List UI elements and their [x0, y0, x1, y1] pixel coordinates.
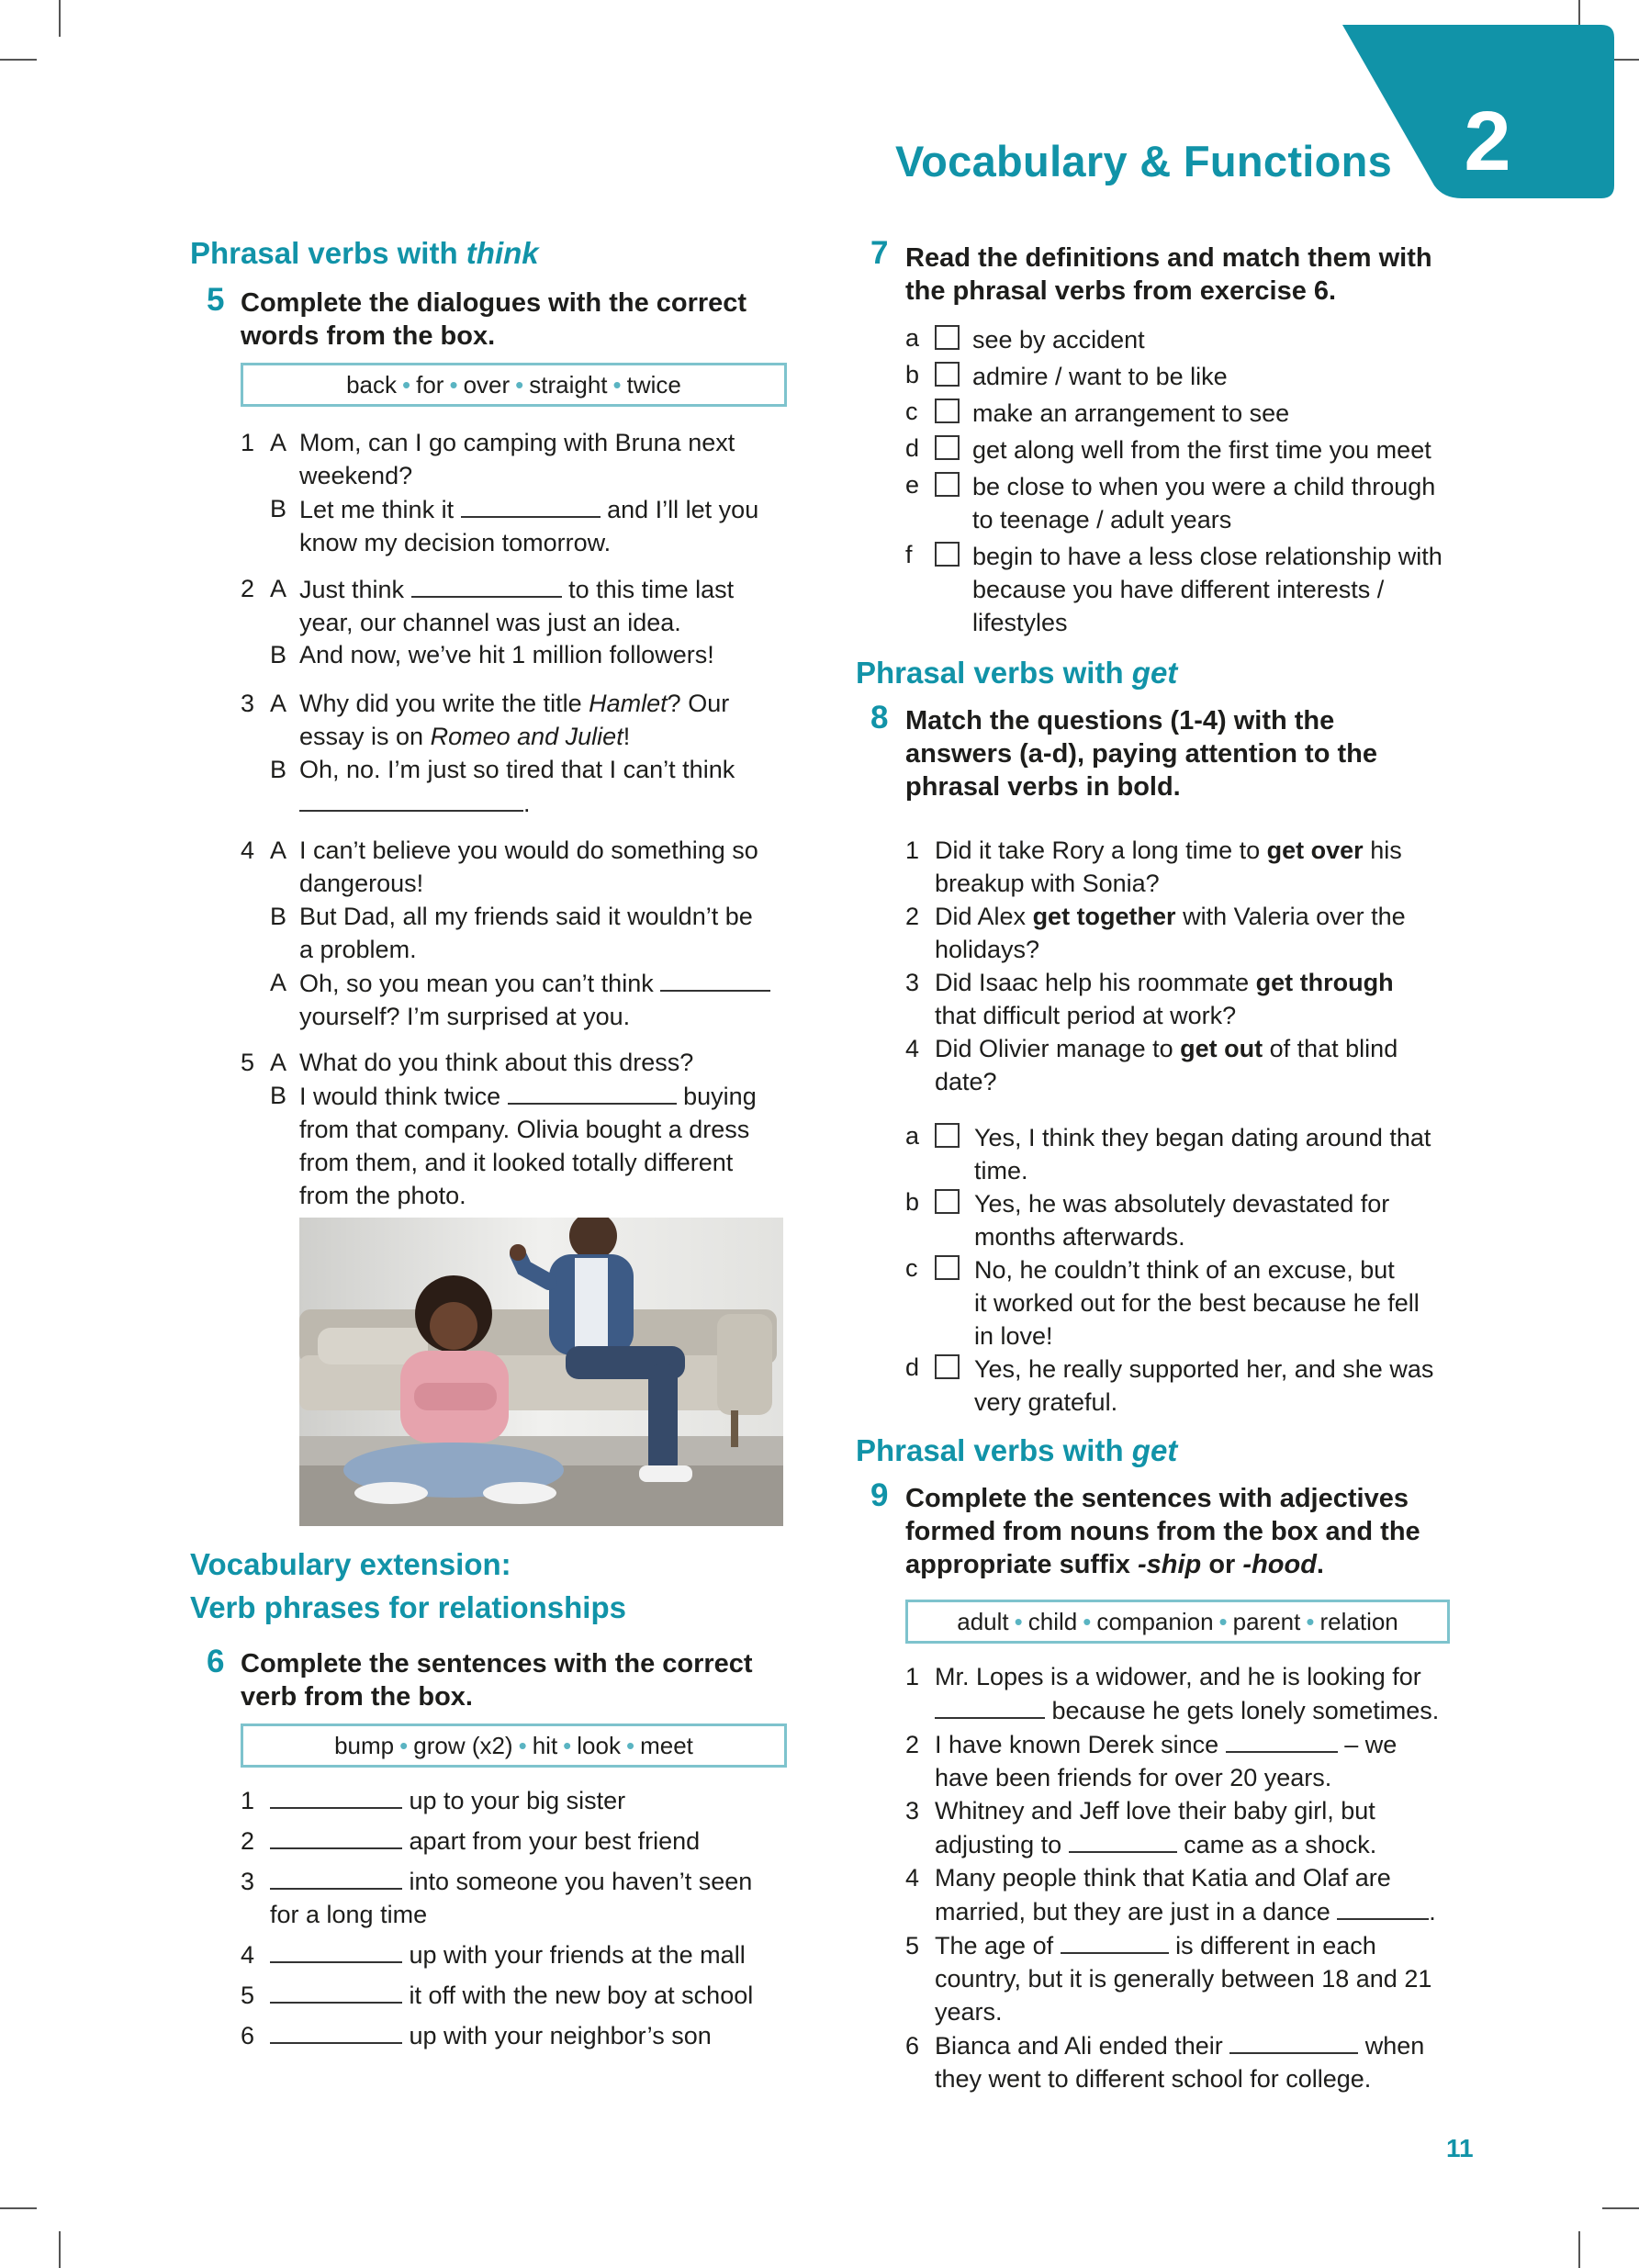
answer-blank[interactable] [461, 492, 601, 518]
crop-mark [0, 59, 37, 61]
answer-checkbox[interactable] [935, 435, 960, 460]
option-letter: c [905, 398, 918, 425]
option-letter: b [905, 361, 920, 388]
photo-father-daughter [299, 1218, 783, 1526]
speaker-label: B [270, 495, 287, 522]
dialogue-line: And now, we’ve hit 1 million followers! [299, 641, 714, 668]
section-title-get: Phrasal verbs with get [856, 656, 1178, 690]
list-item: 2 Did Alex get together with Valeria over the holidays? [905, 903, 1406, 963]
exercise-instruction: Complete the sentences with adjectives formed from nouns from the box and the appropriate suffix -ship or -hood. [905, 1484, 1420, 1579]
dialogue-line: Mom, can I go camping with Bruna next weekend? [299, 429, 735, 489]
answer-checkbox[interactable] [935, 362, 960, 387]
definition-text: get along well from the first time you meet [972, 436, 1431, 464]
answer-blank[interactable] [508, 1079, 677, 1105]
answer-blank[interactable] [660, 966, 770, 992]
exercise-number: 8 [870, 700, 889, 735]
definition-text: be close to when you were a child through to teenage / adult years [972, 473, 1436, 533]
question-list [905, 834, 1475, 1098]
section-title-think: Phrasal verbs with think [190, 236, 539, 270]
speaker-label: A [270, 429, 287, 456]
answer-text: Yes, he really supported her, and she was very grateful. [974, 1355, 1434, 1416]
answer-blank[interactable] [1069, 1827, 1177, 1853]
definition-text: begin to have a less close relationship with because you have different interests / lifestyles [972, 543, 1443, 636]
list-item: 1 up to your big sister [241, 1783, 791, 1824]
answer-blank[interactable] [270, 1864, 402, 1890]
answer-blank[interactable] [270, 1978, 402, 2004]
exercise-number: 9 [870, 1477, 889, 1513]
list-item: 5 The age of is different in each country, but it is generally between 18 and 21 years. [905, 1928, 1493, 2028]
answer-blank[interactable] [299, 786, 523, 812]
answer-checkbox[interactable] [935, 325, 960, 350]
answer-checkbox[interactable] [935, 542, 960, 567]
speaker-label: B [270, 903, 287, 930]
option-letter: d [905, 1353, 920, 1381]
ex6-list [241, 1783, 791, 2059]
answer-blank[interactable] [935, 1693, 1045, 1719]
section-title-get-2: Phrasal verbs with get [856, 1433, 1178, 1467]
answer-checkbox[interactable] [935, 1189, 960, 1214]
unit-number: 2 [1464, 95, 1511, 188]
word-box: adult • child • companion • parent • relation [905, 1600, 1450, 1644]
crop-mark [0, 2207, 37, 2209]
dialogue-line: Just think to this time last year, our channel was just an idea. [299, 572, 795, 639]
list-item: 5 it off with the new boy at school [241, 1978, 791, 2018]
answer-text: Yes, I think they began dating around that time. [974, 1124, 1431, 1185]
speaker-label: A [270, 969, 287, 996]
exercise-instruction: Complete the dialogues with the correct words from the box. [241, 288, 747, 351]
dialogue-line: Oh, so you mean you can’t think yourself? I’m surprised at you. [299, 966, 795, 1033]
section-title-vocab-extension: Vocabulary extension: Verb phrases for relationships [190, 1547, 626, 1624]
speaker-label: A [270, 1049, 287, 1076]
crop-mark [59, 2231, 61, 2268]
option-letter: f [905, 541, 913, 568]
option-letter: c [905, 1254, 918, 1282]
dialogue-item: 2 [241, 575, 255, 602]
dialogue-line: Let me think it and I’ll let you know my decision tomorrow. [299, 492, 795, 559]
exercise-instruction: Match the questions (1-4) with the answers (a-d), paying attention to the phrasal verbs in bold. [905, 706, 1377, 802]
answer-checkbox[interactable] [935, 399, 960, 423]
definition-text: see by accident [972, 326, 1145, 354]
dialogue-item: 5 [241, 1049, 255, 1076]
answer-blank[interactable] [270, 2018, 402, 2044]
list-item: 4 up with your friends at the mall [241, 1937, 791, 1978]
answer-blank[interactable] [1229, 2028, 1358, 2054]
definition-text: admire / want to be like [972, 363, 1228, 390]
option-letter: b [905, 1188, 920, 1216]
answer-text: Yes, he was absolutely devastated for months afterwards. [974, 1190, 1390, 1251]
exercise-instruction: Read the definitions and match them with the phrasal verbs from exercise 6. [905, 243, 1432, 306]
speaker-label: A [270, 836, 287, 864]
speaker-label: B [270, 756, 287, 783]
word-box: bump • grow (x2) • hit • look • meet [241, 1723, 787, 1768]
exercise-number: 5 [207, 282, 225, 318]
speaker-label: B [270, 641, 287, 668]
dialogue-line: What do you think about this dress? [299, 1049, 694, 1076]
answer-checkbox[interactable] [935, 1255, 960, 1280]
definition-text: make an arrangement to see [972, 399, 1290, 427]
list-item: 2 I have known Derek since – we have been friends for over 20 years. [905, 1727, 1493, 1794]
speaker-label: A [270, 575, 287, 602]
list-item: 1 Did it take Rory a long time to get over his breakup with Sonia? [905, 836, 1402, 897]
page-number: 11 [1446, 2134, 1474, 2162]
list-item: 4 Many people think that Katia and Olaf are married, but they are just in a dance . [905, 1864, 1436, 1926]
list-item: 6 up with your neighbor’s son [241, 2018, 791, 2059]
page-title: Vocabulary & Functions [895, 137, 1393, 185]
list-item: 6 Bianca and Ali ended their when they went to different school for college. [905, 2028, 1493, 2095]
answer-checkbox[interactable] [935, 472, 960, 497]
list-item: 3 Whitney and Jeff love their baby girl, but adjusting to came as a shock. [905, 1797, 1377, 1858]
speaker-label: A [270, 690, 287, 717]
list-item: 1 Mr. Lopes is a widower, and he is looking for because he gets lonely sometimes. [905, 1663, 1440, 1724]
dialogue-item: 1 [241, 429, 255, 456]
answer-text: No, he couldn’t think of an excuse, but it worked out for the best because he fell in love! [974, 1256, 1420, 1350]
speaker-label: B [270, 1082, 287, 1109]
list-item: 3 Did Isaac help his roommate get through that difficult period at work? [905, 969, 1394, 1029]
dialogue-item: 3 [241, 690, 255, 717]
option-letter: a [905, 1122, 920, 1150]
answer-blank[interactable] [1337, 1894, 1429, 1920]
option-letter: d [905, 434, 920, 462]
option-letter: e [905, 471, 920, 499]
ex9-list [905, 1660, 1493, 2095]
answer-blank[interactable] [411, 572, 562, 598]
answer-blank[interactable] [1061, 1928, 1169, 1954]
dialogue-line: I would think twice buying from that company. Olivia bought a dress from them, and it looked totally different from the photo. [299, 1079, 795, 1212]
exercise-number: 7 [870, 235, 889, 271]
option-letter: a [905, 324, 920, 352]
list-item: 2 apart from your best friend [241, 1824, 791, 1864]
dialogue-line: Why did you write the title Hamlet? Our essay is on Romeo and Juliet! [299, 690, 730, 750]
answer-blank[interactable] [270, 1824, 402, 1849]
answer-blank[interactable] [270, 1783, 402, 1809]
exercise-instruction: Complete the sentences with the correct verb from the box. [241, 1649, 753, 1712]
answer-blank[interactable] [1226, 1727, 1338, 1753]
dialogue-line: But Dad, all my friends said it wouldn’t be a problem. [299, 903, 753, 963]
answer-checkbox[interactable] [935, 1354, 960, 1379]
answer-checkbox[interactable] [935, 1123, 960, 1148]
list-item: 4 Did Olivier manage to get out of that blind date? [905, 1035, 1398, 1095]
dialogue-line: Oh, no. I’m just so tired that I can’t think . [299, 756, 735, 817]
crop-mark [1578, 2231, 1580, 2268]
crop-mark [1602, 2207, 1639, 2209]
answer-blank[interactable] [270, 1937, 402, 1963]
word-box: back • for • over • straight • twice [241, 363, 787, 407]
crop-mark [59, 0, 61, 37]
dialogue-item: 4 [241, 836, 255, 864]
list-item: 3 into someone you haven’t seen for a long time [241, 1864, 791, 1937]
exercise-number: 6 [207, 1644, 225, 1679]
dialogue-line: I can’t believe you would do something so dangerous! [299, 836, 758, 897]
